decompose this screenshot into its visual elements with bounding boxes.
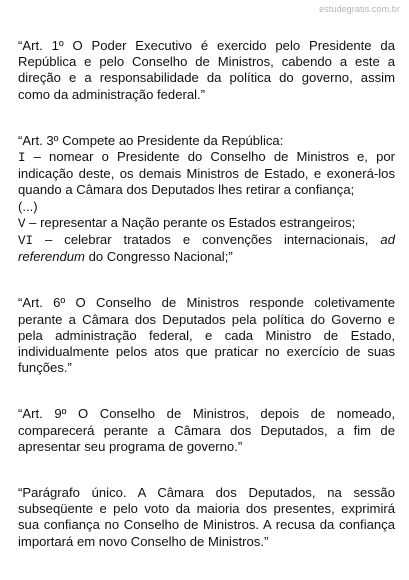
item-6-italic-term: ad referendum [18, 232, 395, 265]
article-3-heading: “Art. 3º Compete ao Presidente da República: [18, 132, 284, 148]
article-6 [18, 295, 395, 376]
article-3-ellipsis: (...) [18, 198, 38, 214]
item-1-numeral: I [18, 151, 26, 166]
paragrafo-unico [18, 485, 395, 550]
article-3-item-5 [18, 215, 395, 232]
article-1 [18, 38, 395, 103]
article-3 [18, 133, 395, 266]
article-1-text: “Art. 1º O Poder Executivo é exercido pelo Presidente da República e pelo Conselho de Ministros, cabendo a este a direção e a responsabilidade da política do governo, assim como da administração federal.” [18, 38, 395, 102]
article-9 [18, 406, 395, 455]
article-3-item-6 [18, 232, 395, 265]
article-6-text: “Art. 6º O Conselho de Ministros responde coletivamente perante a Câmara dos Deputados pela política do Governo e pela administração federal, e cada Ministro de Estado, individualmente pelos atos que praticar no exercício de suas funções.” [18, 295, 395, 376]
document-body [18, 38, 395, 580]
item-5-text: – representar a Nação perante os Estados estrangeiros; [25, 214, 356, 230]
article-9-text: “Art. 9º O Conselho de Ministros, depois de nomeado, comparecerá perante a Câmara dos Deputados, a fim de apresentar seu programa de governo.” [18, 406, 395, 454]
site-watermark: estudegratis.com.br [319, 4, 400, 14]
item-6-text-a: – celebrar tratados e convenções internacionais, [33, 232, 381, 248]
article-3-item-1 [18, 149, 395, 199]
item-5-numeral: V [18, 216, 26, 231]
item-1-text: – nomear o Presidente do Conselho de Ministros e, por indicação deste, os demais Ministros de Estado, e exonerá-los quando a Câmara dos Deputados lhes retirar a confiança; [18, 149, 395, 198]
item-6-numeral: VI [18, 234, 34, 249]
paragrafo-unico-text: “Parágrafo único. A Câmara dos Deputados, na sessão subseqüente e pelo voto da maioria dos presentes, exprimirá sua confiança no Conselho de Ministros. A recusa da confiança importará em novo Conselho de Ministros.” [18, 485, 395, 549]
item-6-text-b: do Congresso Nacional;” [84, 249, 233, 265]
